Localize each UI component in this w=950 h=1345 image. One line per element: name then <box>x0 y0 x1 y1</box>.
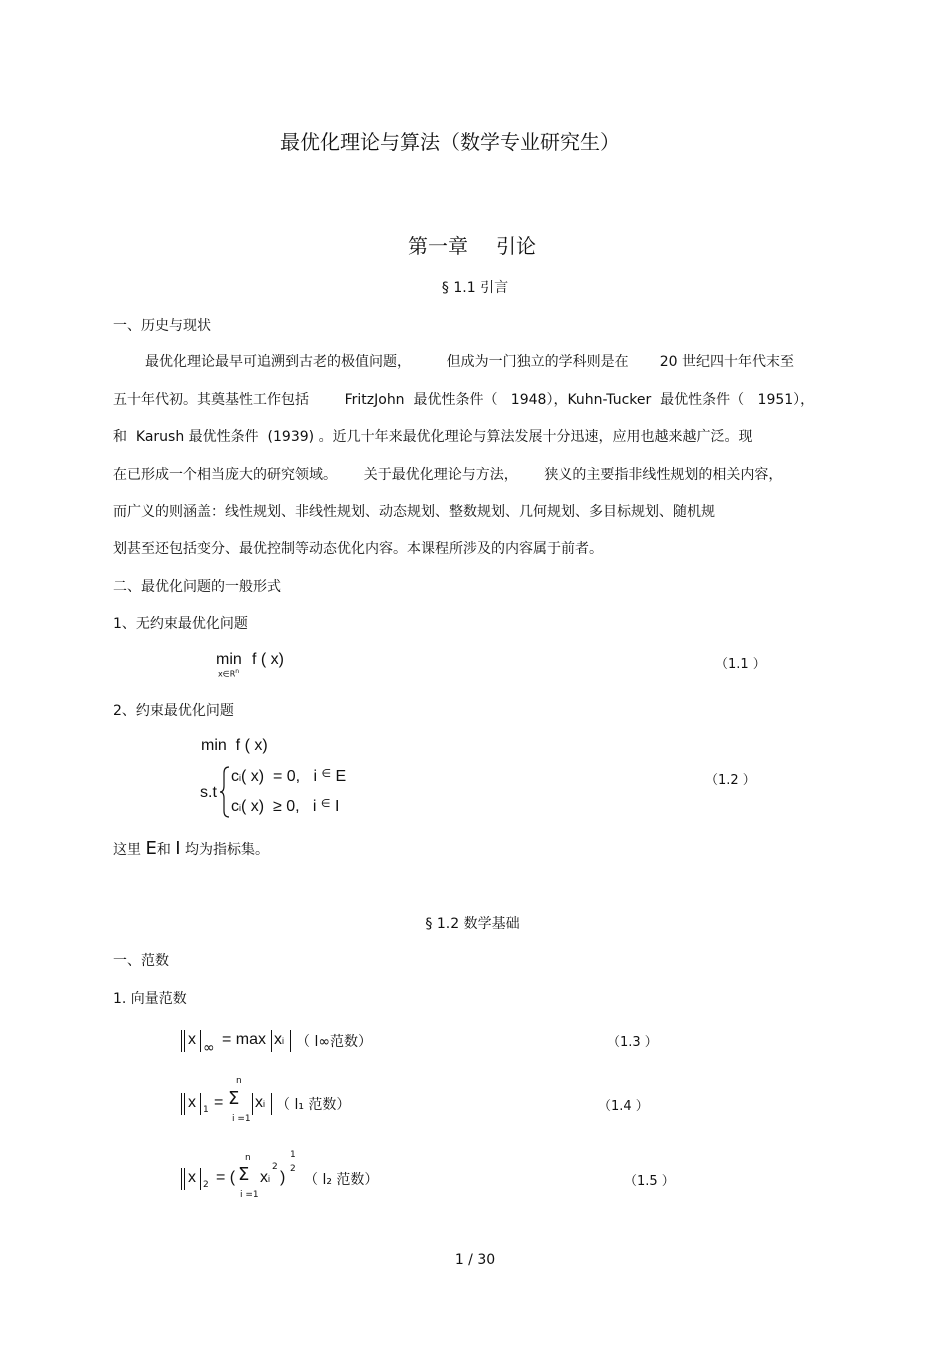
eq11-expr: f ( x) <box>252 651 284 668</box>
eq12-constraint-1: ci( x) = 0, i ∈ E <box>231 768 347 785</box>
eq14-subscript: 1 <box>203 1105 209 1115</box>
paragraph-line-1: 最优化理论最早可追溯到古老的极值问题， 但成为一门独立的学科则是在 20 世纪四十年代末至 <box>145 354 795 370</box>
eq13-rhs: = max <box>222 1031 267 1048</box>
chapter-name: 引论 <box>496 234 536 258</box>
eq15-sigma: Σ <box>238 1164 250 1185</box>
heading-constrained: 2、约束最优化问题 <box>113 703 234 719</box>
eq15-xi: xi <box>260 1169 270 1186</box>
paragraph-line-5: 而广义的则涵盖：线性规划、非线性规划、动态规划、整数规划、几何规划、多目标规划、随机规 <box>113 504 715 520</box>
set-I: I <box>175 838 181 859</box>
eq15-square: 2 <box>272 1162 278 1172</box>
eq12-number: （1.2 ） <box>705 773 756 788</box>
chapter-heading <box>408 230 536 259</box>
paragraph-line-4: 在已形成一个相当庞大的研究领域。 关于最优化理论与方法， 狭义的主要指非线性规划的相关内容， <box>113 467 783 483</box>
section-heading-1-1: § 1.1 引言 <box>441 280 509 296</box>
eq11-min: min <box>216 651 242 668</box>
eq13-number: （1.3 ） <box>607 1035 658 1050</box>
section-heading-1-2: § 1.2 数学基础 <box>425 916 520 932</box>
eq14-sum-top: n <box>236 1076 242 1086</box>
doc-title: 最优化理论与算法（数学专业研究生） <box>280 130 620 154</box>
set-E: E <box>145 838 157 859</box>
eq11-subscript: $x\in R^n$ <box>218 668 240 679</box>
eq14-xi: xi <box>255 1094 265 1111</box>
eq14-note: （ l₁ 范数） <box>276 1097 351 1113</box>
eq15-note: （ l₂ 范数） <box>304 1172 379 1188</box>
chapter-label: 第一章 <box>408 234 468 258</box>
eq14-equals: = <box>214 1094 224 1111</box>
eq15-x: x <box>188 1169 196 1186</box>
heading-unconstrained: 1、无约束最优化问题 <box>113 616 248 632</box>
eq12-brace <box>219 766 231 818</box>
eq14-sigma: Σ <box>228 1088 240 1109</box>
eq12-st: s.t <box>200 784 217 801</box>
eq15-sum-top: n <box>245 1153 251 1163</box>
eq15-close-paren: ) <box>280 1169 286 1186</box>
eq14-x: x <box>188 1094 196 1111</box>
eq13-note: （ l∞范数） <box>296 1034 373 1050</box>
eq14-number: （1.4 ） <box>598 1099 649 1114</box>
heading-general-form: 二、最优化问题的一般形式 <box>113 579 281 595</box>
eq14-sum-bottom: i =1 <box>232 1114 251 1124</box>
paragraph-line-2: 五十年代初。其奠基性工作包括 FritzJohn 最优性条件（ 1948），Kuhn-Tucker 最优性条件（ 1951）， <box>113 392 815 408</box>
paragraph-line-3: 和 Karush 最优性条件 (1939) 。近几十年来最优化理论与算法发展十分迅速，应用也越来越广泛。现 <box>113 429 753 445</box>
eq13-infinity-subscript: ∞ <box>203 1040 215 1056</box>
eq12-objective: min f ( x) <box>201 737 268 754</box>
paragraph-line-6: 划甚至还包括变分、最优控制等动态优化内容。本课程所涉及的内容属于前者。 <box>113 541 603 557</box>
eq15-number: （1.5 ） <box>624 1174 675 1189</box>
eq15-subscript: 2 <box>203 1180 209 1190</box>
eq13-xi: xi <box>274 1031 284 1048</box>
eq15-equals: = ( <box>216 1169 236 1186</box>
eq13-x: x <box>188 1031 196 1048</box>
eq15-power-numerator: 1 <box>290 1150 296 1160</box>
heading-history: 一、历史与现状 <box>113 318 211 334</box>
eq11-number: （1.1 ） <box>715 657 766 672</box>
heading-vector-norm: 1. 向量范数 <box>113 991 187 1007</box>
heading-norm: 一、范数 <box>113 953 169 969</box>
eq15-power-denominator: 2 <box>290 1164 296 1174</box>
eq15-sum-bottom: i =1 <box>240 1190 259 1200</box>
index-sets-sentence: 这里 E和 I 均为指标集。 <box>113 838 270 859</box>
page-number: 1 / 30 <box>454 1252 496 1268</box>
eq12-constraint-2: ci( x) ≥ 0, i ∈ I <box>231 798 340 815</box>
